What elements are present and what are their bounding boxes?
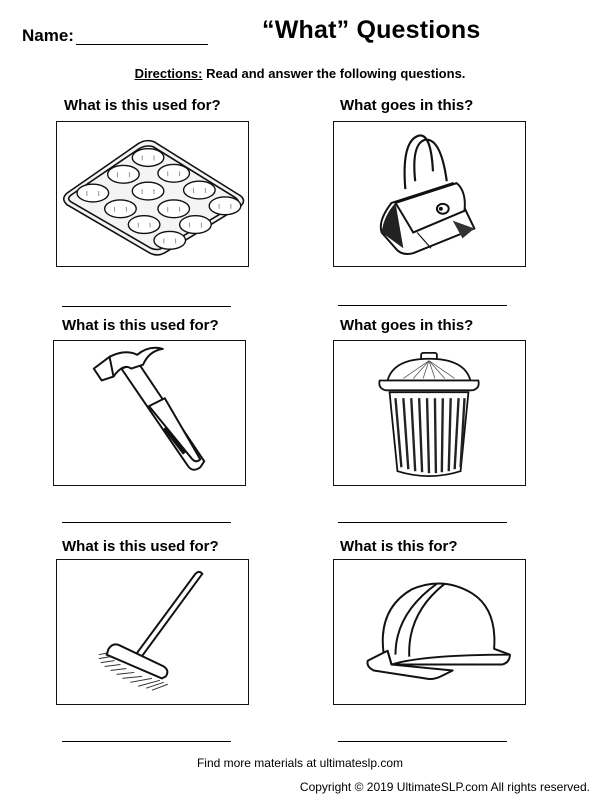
page-title: “What” Questions bbox=[262, 16, 481, 44]
question-3-image-box bbox=[53, 340, 246, 486]
broom-icon bbox=[57, 560, 248, 704]
directions-label: Directions: bbox=[134, 66, 203, 81]
hammer-icon bbox=[54, 341, 245, 485]
question-6-answer-line[interactable] bbox=[338, 741, 507, 742]
question-1-answer-line[interactable] bbox=[62, 306, 231, 307]
question-1-prompt: What is this used for? bbox=[64, 97, 221, 114]
name-label: Name: bbox=[22, 26, 74, 45]
question-6-image-box bbox=[333, 559, 526, 705]
question-5-image-box bbox=[56, 559, 249, 705]
question-2-prompt: What goes in this? bbox=[340, 97, 474, 114]
question-4-image-box bbox=[333, 340, 526, 486]
question-3-prompt: What is this used for? bbox=[62, 317, 219, 334]
question-4-prompt: What goes in this? bbox=[340, 317, 474, 334]
question-2-image-box bbox=[333, 121, 526, 267]
muffin-tin-icon bbox=[57, 122, 248, 266]
trash-can-icon bbox=[334, 341, 525, 485]
handbag-icon bbox=[334, 122, 525, 266]
name-field[interactable] bbox=[76, 44, 208, 45]
directions-text: Read and answer the following questions. bbox=[202, 66, 466, 81]
question-1-image-box bbox=[56, 121, 249, 267]
question-5-answer-line[interactable] bbox=[62, 741, 231, 742]
question-6-prompt: What is this for? bbox=[340, 538, 458, 555]
question-3-answer-line[interactable] bbox=[62, 522, 231, 523]
footer-copyright: Copyright © 2019 UltimateSLP.com All rights reserved. bbox=[299, 780, 590, 794]
question-4-answer-line[interactable] bbox=[338, 522, 507, 523]
question-5-prompt: What is this used for? bbox=[62, 538, 219, 555]
question-2-answer-line[interactable] bbox=[338, 305, 507, 306]
directions bbox=[0, 66, 600, 81]
footer-more-materials: Find more materials at ultimateslp.com bbox=[196, 756, 404, 770]
hard-hat-icon bbox=[334, 560, 525, 704]
